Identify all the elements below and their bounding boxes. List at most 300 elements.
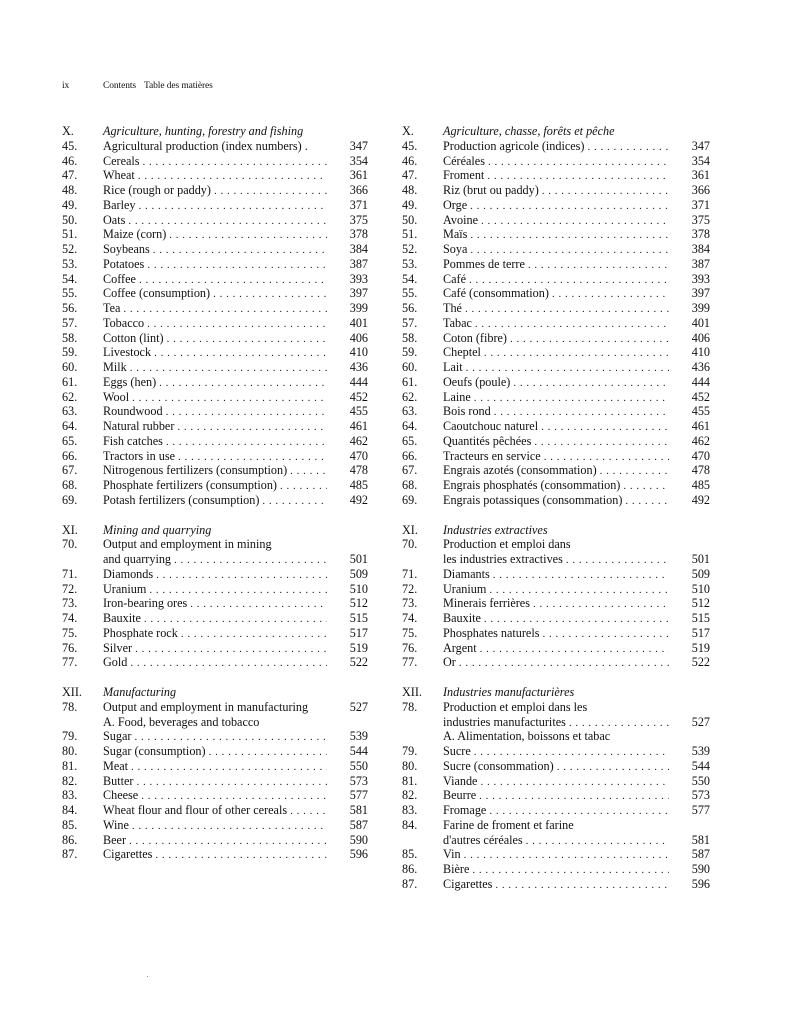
entry-label: Tabac: [443, 315, 472, 330]
entry-number: 84.: [62, 803, 78, 817]
dot-leader: [472, 863, 669, 878]
entry-label: Laine: [443, 389, 471, 404]
toc-entry[interactable]: [402, 183, 710, 198]
contents-column-english: [62, 124, 368, 877]
dot-leader: [139, 199, 328, 214]
entry-label: Phosphate rock: [103, 625, 178, 640]
dot-leader: [166, 405, 327, 420]
entry-label: Potash fertilizers (consumption): [103, 492, 260, 507]
entry-label: Argent: [443, 640, 477, 655]
entry-page: 596: [349, 847, 368, 862]
entry-label: Output and employment in mining: [103, 537, 272, 552]
entry-label: Wool: [103, 389, 130, 404]
entry-label: Orge: [443, 197, 468, 212]
dot-leader: [488, 155, 669, 170]
entry-page: 452: [349, 389, 368, 404]
entry-number: 75.: [402, 625, 418, 640]
entry-page: 539: [691, 744, 710, 758]
entry-number: 53.: [402, 256, 418, 271]
toc-entry[interactable]: [402, 242, 710, 257]
dot-leader: [459, 656, 669, 671]
toc-entry-continuation[interactable]: [402, 715, 710, 730]
entry-label: Tea: [103, 301, 121, 315]
entry-label: Diamants: [443, 566, 490, 581]
entry-label: Fish catches: [103, 433, 163, 448]
toc-entry[interactable]: [402, 862, 710, 877]
entry-page: 347: [349, 138, 368, 153]
dot-leader: [484, 612, 669, 627]
entry-number: 71.: [402, 566, 418, 581]
toc-entry[interactable]: [402, 537, 710, 552]
dot-leader: [480, 642, 669, 657]
dot-leader: [470, 243, 669, 258]
dot-leader: [166, 435, 327, 450]
entry-label: Production et emploi dans les: [443, 699, 588, 714]
toc-entry[interactable]: [62, 360, 368, 375]
running-title-fr: Table des matières: [143, 81, 213, 91]
toc-entry[interactable]: [402, 434, 710, 449]
dot-leader: [131, 760, 327, 775]
entry-page: 444: [349, 374, 368, 389]
toc-entry[interactable]: [62, 626, 368, 641]
toc-entry[interactable]: [402, 478, 710, 493]
entry-page: 384: [691, 242, 710, 256]
entry-number: 82.: [402, 788, 418, 803]
entry-page: 596: [691, 876, 710, 891]
toc-entry[interactable]: [402, 641, 710, 656]
toc-entry[interactable]: [402, 390, 710, 405]
entry-label: Natural rubber: [103, 419, 175, 433]
entry-page: 527: [691, 714, 710, 729]
entry-label: Barley: [103, 197, 136, 212]
toc-entry-continuation[interactable]: [62, 552, 368, 567]
entry-label: Thé: [443, 301, 462, 315]
entry-page: 406: [691, 330, 710, 345]
toc-entry[interactable]: [402, 345, 710, 360]
dot-leader: [495, 878, 669, 893]
dot-leader: [132, 819, 327, 834]
running-title-en: Contents: [103, 81, 136, 91]
dot-leader: [464, 848, 669, 863]
entry-label: Sugar: [103, 729, 132, 744]
toc-entry[interactable]: [62, 803, 368, 818]
toc-entry[interactable]: [402, 818, 710, 833]
dot-leader: [623, 479, 669, 494]
toc-entry[interactable]: [402, 567, 710, 582]
entry-label: Uranium: [443, 581, 487, 596]
toc-entry[interactable]: [62, 847, 368, 862]
entry-page: 550: [349, 758, 368, 773]
entry-number: 69.: [62, 492, 78, 507]
dot-leader: [533, 597, 669, 612]
entry-number: 70.: [62, 537, 78, 552]
section-heading: [62, 523, 368, 538]
toc-section: [62, 523, 368, 671]
entry-number: 76.: [62, 640, 78, 655]
section-title: Industries extractives: [443, 522, 548, 537]
toc-entry[interactable]: [62, 463, 368, 478]
entry-page: 397: [691, 286, 710, 301]
entry-page: 544: [349, 744, 368, 758]
entry-number: 81.: [62, 758, 78, 773]
toc-entry[interactable]: [62, 715, 368, 730]
entry-number: 55.: [62, 286, 78, 301]
entry-number: 59.: [402, 345, 418, 360]
toc-entry[interactable]: [402, 729, 710, 744]
entry-label-continued: and quarrying: [103, 552, 172, 566]
dot-leader: [262, 494, 327, 509]
entry-page: 527: [349, 699, 368, 714]
entry-page: 401: [691, 315, 710, 330]
toc-entry[interactable]: [62, 478, 368, 493]
toc-entry[interactable]: [402, 596, 710, 611]
entry-label: Vin: [443, 847, 461, 862]
entry-label: Sucre: [443, 744, 471, 758]
toc-entry[interactable]: [62, 272, 368, 287]
toc-entry[interactable]: [402, 582, 710, 597]
toc-entry[interactable]: [402, 700, 710, 715]
entry-number: 48.: [62, 183, 78, 197]
toc-entry[interactable]: [402, 301, 710, 316]
dot-leader: [290, 464, 327, 479]
toc-entry[interactable]: [62, 331, 368, 346]
entry-page: 452: [691, 389, 710, 404]
toc-entry[interactable]: [402, 404, 710, 419]
toc-entry[interactable]: [402, 213, 710, 228]
entry-page: 512: [349, 596, 368, 611]
toc-entry[interactable]: [402, 154, 710, 169]
entry-number: 61.: [402, 374, 418, 389]
dot-leader: [552, 287, 669, 302]
entry-number: 52.: [402, 242, 418, 256]
entry-number: 62.: [62, 389, 78, 404]
entry-page: 397: [349, 286, 368, 301]
section-title: Agriculture, chasse, forêts et pêche: [443, 124, 615, 138]
entry-label: Fromage: [443, 803, 487, 817]
entry-label: Milk: [103, 360, 127, 374]
toc-entry[interactable]: [62, 611, 368, 626]
entry-page: 512: [691, 596, 710, 611]
entry-number: 78.: [402, 699, 418, 714]
toc-entry[interactable]: [402, 375, 710, 390]
entry-label: Potatoes: [103, 256, 145, 271]
entry-label: Beer: [103, 832, 127, 847]
section-numeral: XII.: [62, 685, 82, 699]
entry-label: Café: [443, 271, 467, 286]
toc-entry[interactable]: [62, 286, 368, 301]
toc-entry[interactable]: [62, 744, 368, 759]
entry-label: Froment: [443, 168, 485, 183]
entry-label: Caoutchouc naturel: [443, 419, 539, 433]
entry-page: 519: [349, 640, 368, 655]
entry-label: Cotton (lint): [103, 330, 164, 345]
entry-number: 50.: [402, 212, 418, 227]
entry-page: 410: [349, 345, 368, 360]
entry-page: 371: [349, 197, 368, 212]
toc-entry-continuation[interactable]: [402, 552, 710, 567]
dot-leader: [144, 612, 327, 627]
toc-entry[interactable]: [62, 655, 368, 670]
toc-entry[interactable]: [62, 242, 368, 257]
dot-leader: [177, 420, 327, 435]
dot-leader: [541, 420, 669, 435]
dot-leader: [135, 642, 327, 657]
entry-number: 48.: [402, 183, 418, 197]
toc-entry[interactable]: [62, 700, 368, 715]
entry-page: 522: [349, 655, 368, 670]
entry-page: 393: [691, 271, 710, 286]
section-title: Mining and quarrying: [103, 522, 212, 537]
entry-page: 354: [691, 153, 710, 168]
toc-entry[interactable]: [402, 759, 710, 774]
toc-entry[interactable]: [402, 286, 710, 301]
entry-label: Avoine: [443, 212, 478, 227]
toc-entry[interactable]: [402, 611, 710, 626]
entry-label: Coton (fibre): [443, 330, 507, 345]
entry-label: Oats: [103, 212, 126, 227]
toc-entry[interactable]: [402, 257, 710, 272]
entry-label: Meat: [103, 758, 129, 773]
dot-leader: [149, 583, 327, 598]
toc-entry[interactable]: [62, 493, 368, 508]
entry-page: 492: [349, 492, 368, 507]
toc-entry[interactable]: [402, 493, 710, 508]
toc-entry[interactable]: [62, 641, 368, 656]
entry-label: Diamonds: [103, 566, 154, 581]
entry-number: 68.: [62, 478, 78, 492]
toc-entry[interactable]: [62, 818, 368, 833]
toc-entry[interactable]: [62, 345, 368, 360]
toc-entry[interactable]: [402, 774, 710, 789]
toc-entry[interactable]: [62, 301, 368, 316]
entry-page: 461: [349, 419, 368, 433]
toc-entry[interactable]: [402, 655, 710, 670]
toc-entry[interactable]: [62, 537, 368, 552]
entry-page: 387: [691, 256, 710, 271]
entry-page: 517: [691, 625, 710, 640]
toc-entry[interactable]: [62, 183, 368, 198]
dot-leader: [470, 228, 669, 243]
entry-label: Cheese: [103, 788, 139, 803]
entry-page: 573: [349, 773, 368, 788]
toc-entry[interactable]: [62, 729, 368, 744]
dot-leader: [169, 228, 327, 243]
entry-number: 75.: [62, 625, 78, 640]
toc-entry[interactable]: [402, 272, 710, 287]
dot-leader: [566, 553, 669, 568]
entry-page: 455: [691, 404, 710, 419]
toc-entry[interactable]: [62, 390, 368, 405]
entry-page: 581: [349, 803, 368, 817]
dot-leader: [159, 376, 327, 391]
entry-page: 515: [691, 611, 710, 625]
toc-entry[interactable]: [62, 375, 368, 390]
toc-entry[interactable]: [402, 360, 710, 375]
entry-number: 66.: [402, 448, 418, 463]
toc-entry[interactable]: [62, 227, 368, 242]
entry-page: 361: [691, 168, 710, 183]
toc-entry[interactable]: [62, 257, 368, 272]
entry-number: 51.: [402, 227, 418, 242]
toc-entry[interactable]: [402, 316, 710, 331]
dot-leader: [154, 346, 327, 361]
toc-entry[interactable]: [62, 596, 368, 611]
entry-page: 375: [691, 212, 710, 227]
toc-entry[interactable]: [402, 463, 710, 478]
entry-page: 399: [691, 301, 710, 315]
entry-page: 354: [349, 153, 368, 168]
toc-entry[interactable]: [402, 626, 710, 641]
entry-page: 587: [691, 847, 710, 862]
toc-entry[interactable]: [62, 213, 368, 228]
entry-number: 79.: [402, 744, 418, 758]
entry-page: 485: [349, 478, 368, 492]
toc-entry[interactable]: [402, 877, 710, 892]
entry-number: 54.: [402, 271, 418, 286]
entry-number: 85.: [402, 847, 418, 862]
dot-leader: [130, 656, 327, 671]
dot-leader: [475, 317, 669, 332]
entry-number: 63.: [402, 404, 418, 419]
entry-label: Céréales: [443, 153, 485, 168]
entry-number: 50.: [62, 212, 78, 227]
entry-page: 501: [691, 552, 710, 566]
entry-page: 387: [349, 256, 368, 271]
section-heading: [402, 124, 710, 139]
dot-leader: [213, 287, 327, 302]
toc-entry[interactable]: [402, 449, 710, 464]
entry-number: 70.: [402, 537, 418, 552]
toc-entry[interactable]: [62, 833, 368, 848]
entry-page: 462: [691, 433, 710, 448]
entry-page: 539: [349, 729, 368, 744]
toc-entry[interactable]: [62, 168, 368, 183]
entry-number: 56.: [402, 301, 418, 315]
entry-label: Soybeans: [103, 242, 150, 256]
toc-entry[interactable]: [402, 198, 710, 213]
toc-entry[interactable]: [402, 139, 710, 154]
toc-entry[interactable]: [62, 774, 368, 789]
entry-page: 378: [691, 227, 710, 242]
entry-number: 78.: [62, 699, 78, 714]
toc-entry[interactable]: [62, 449, 368, 464]
toc-entry[interactable]: [62, 759, 368, 774]
toc-entry[interactable]: [62, 567, 368, 582]
entry-page: 478: [691, 463, 710, 478]
toc-entry[interactable]: [62, 139, 368, 154]
section-title: Manufacturing: [103, 685, 177, 699]
toc-entry[interactable]: [62, 316, 368, 331]
entry-page: 590: [691, 862, 710, 876]
section-numeral: X.: [62, 124, 74, 138]
entry-label: Cigarettes: [443, 876, 493, 891]
entry-page: 401: [349, 315, 368, 330]
dot-leader: [136, 775, 327, 790]
entry-number: 83.: [62, 788, 78, 803]
entry-number: 85.: [62, 817, 78, 832]
entry-label: Engrais potassiques (consommation): [443, 492, 623, 507]
entry-number: 66.: [62, 448, 78, 463]
entry-number: 58.: [402, 330, 418, 345]
entry-number: 72.: [62, 581, 78, 596]
toc-entry[interactable]: [62, 404, 368, 419]
dot-leader: [181, 627, 327, 642]
section-numeral: XII.: [402, 685, 422, 699]
entry-page: 375: [349, 212, 368, 227]
toc-entry[interactable]: [62, 198, 368, 213]
toc-entry[interactable]: [402, 788, 710, 803]
dot-leader: [178, 450, 327, 465]
entry-page: 384: [349, 242, 368, 256]
entry-number: 77.: [62, 655, 78, 670]
entry-label: Quantités pêchées: [443, 433, 532, 448]
entry-label: Soya: [443, 242, 468, 256]
dot-leader: [474, 391, 669, 406]
entry-label: Sugar (consumption): [103, 744, 206, 758]
entry-page: 455: [349, 404, 368, 419]
entry-label: Coffee (consumption): [103, 286, 211, 301]
toc-entry[interactable]: [402, 744, 710, 759]
entry-label: Bois rond: [443, 404, 491, 419]
toc-entry[interactable]: [62, 419, 368, 434]
section-title: Industries manufacturières: [443, 685, 575, 699]
toc-entry[interactable]: [402, 227, 710, 242]
entry-label: Nitrogenous fertilizers (consumption): [103, 463, 288, 478]
section-heading: [402, 523, 710, 538]
dot-leader: [280, 479, 327, 494]
entry-number: 51.: [62, 227, 78, 242]
contents-column-french: [402, 124, 710, 907]
toc-entry[interactable]: [402, 331, 710, 346]
toc-entry[interactable]: [402, 847, 710, 862]
entry-label: Roundwood: [103, 404, 163, 419]
toc-entry[interactable]: [402, 803, 710, 818]
entry-number: 74.: [402, 611, 418, 625]
dot-leader: [513, 376, 669, 391]
entry-number: 45.: [402, 138, 418, 153]
toc-section: [402, 685, 710, 892]
entry-number: 80.: [402, 758, 418, 773]
toc-entry[interactable]: [62, 788, 368, 803]
dot-leader: [474, 745, 669, 760]
dot-leader: [190, 597, 327, 612]
toc-entry[interactable]: [402, 168, 710, 183]
toc-entry[interactable]: [62, 154, 368, 169]
entry-number: 87.: [402, 876, 418, 891]
entry-number: 46.: [402, 153, 418, 168]
entry-page: 444: [691, 374, 710, 389]
dot-leader: [479, 789, 669, 804]
dot-leader: [481, 214, 669, 229]
entry-page: 510: [349, 581, 368, 596]
dot-leader: [143, 155, 327, 170]
dot-leader: [600, 464, 669, 479]
toc-entry[interactable]: [402, 419, 710, 434]
entry-page: 347: [691, 138, 710, 153]
entry-page: 485: [691, 478, 710, 492]
dot-leader: [153, 243, 327, 258]
toc-section: [62, 124, 368, 508]
entry-page: 590: [349, 832, 368, 847]
dot-leader: [155, 848, 327, 863]
entry-number: 86.: [402, 862, 418, 876]
toc-entry[interactable]: [62, 434, 368, 449]
entry-number: 45.: [62, 138, 78, 153]
toc-entry-continuation[interactable]: [402, 833, 710, 848]
entry-number: 81.: [402, 773, 418, 788]
entry-page: 361: [349, 168, 368, 183]
toc-entry[interactable]: [62, 582, 368, 597]
